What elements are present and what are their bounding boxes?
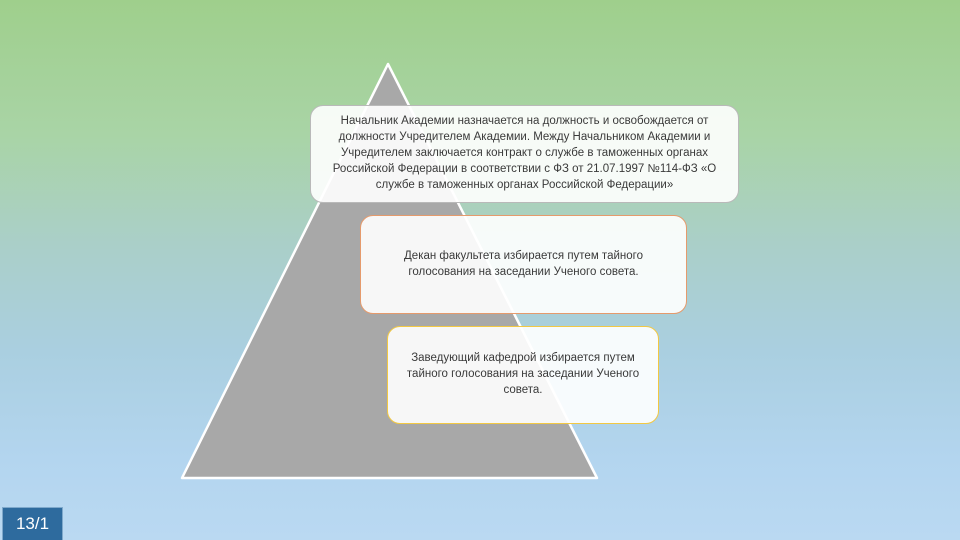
level-1-text: Начальник Академии назначается на должность и освобождается от должности Учредителем Академии. Между Начальником Академии и Учредителем заключается контракт о службе в таможенных органах Российской Федерации в соответствии с ФЗ от 21.07.1997 №114-ФЗ «О службе в таможенных органах Российской Федерации» [332,115,717,191]
level-1-box [310,105,739,203]
level-3-text: Заведующий кафедрой избирается путем тайного голосования на заседании Ученого совета. [406,352,640,396]
level-3-box [387,326,659,424]
slide-number-badge [2,507,63,540]
level-2-box [360,215,687,314]
level-2-text: Декан факультета избирается путем тайного голосования на заседании Ученого совета. [404,249,643,278]
slide-number: 13/1 [15,514,50,533]
